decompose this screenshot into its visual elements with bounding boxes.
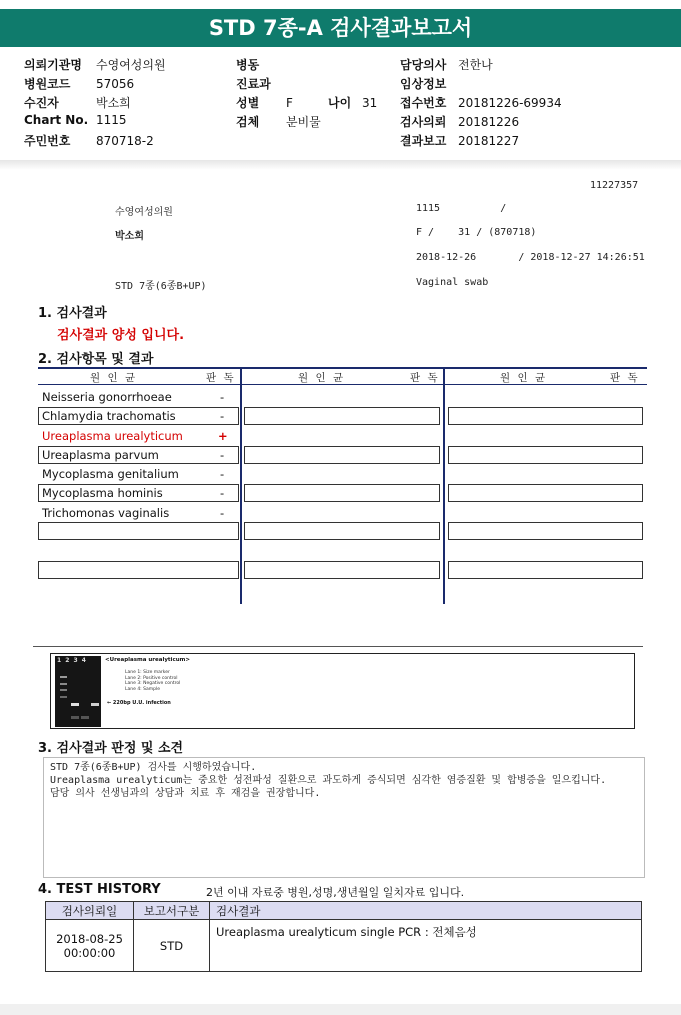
gel-band [71, 716, 79, 719]
pathogen-result: - [220, 390, 225, 404]
section-divider [33, 646, 643, 647]
gel-legend-line: Lane 2: Positive control [125, 675, 178, 681]
history-table [45, 901, 642, 972]
result-row-box [38, 561, 239, 579]
report-patient: 박소희 [115, 231, 144, 242]
report-specimen: Vaginal swab [416, 277, 489, 288]
result-row-box [244, 446, 440, 464]
pathogen-result: - [220, 409, 225, 423]
col-head-judge-2: 판 독 [410, 372, 440, 384]
section1-heading: 1. 검사결과 [38, 306, 107, 321]
gel-band [81, 716, 89, 719]
gel-band [60, 676, 67, 678]
history-date: 2018-08-25 [56, 931, 123, 946]
report-hospital: 수영여성의원 [115, 207, 173, 218]
value-age: 31 [362, 96, 378, 110]
gel-band [91, 703, 99, 706]
pathogen-result: - [220, 467, 225, 481]
result-row-box [244, 407, 440, 425]
table-col-divider-2 [443, 367, 445, 604]
pathogen-name: Mycoplasma genitalium [42, 467, 179, 481]
page-bottom-bar [0, 1004, 681, 1015]
col-head-judge-3: 판 독 [610, 372, 640, 384]
label-request-date: 검사의뢰 [400, 115, 447, 129]
gel-image [55, 656, 101, 727]
label-requester: 의뢰기관명 [24, 58, 82, 72]
result-row-box [244, 484, 440, 502]
gel-legend-line: Lane 3: Negative control [125, 681, 181, 686]
label-doctor: 담당의사 [400, 58, 447, 72]
value-patient: 박소희 [96, 96, 131, 110]
label-specimen: 검체 [236, 115, 260, 129]
label-department: 진료과 [236, 77, 271, 91]
label-hospital-code: 병원코드 [24, 77, 71, 91]
value-resident-no: 870718-2 [96, 134, 154, 148]
label-clinical-info: 임상정보 [400, 77, 447, 91]
value-hospital-code: 57056 [96, 77, 135, 91]
gel-band [60, 689, 67, 691]
section1-result: 검사결과 양성 입니다. [57, 328, 185, 343]
gel-band [60, 683, 67, 685]
label-chart-no: Chart No. [24, 113, 89, 127]
pathogen-result: - [220, 506, 225, 520]
value-sex: F [286, 96, 293, 110]
label-resident-no: 주민번호 [24, 134, 71, 148]
history-row [46, 920, 642, 972]
result-row-box [448, 561, 643, 579]
gel-legend [125, 670, 180, 692]
opinion-line: Ureaplasma urealyticum는 중요한 성전파성 질환으로 과도하게 증식되면 심각한 염증질환 및 합병증을 일으킵니다. [50, 775, 607, 786]
section3-heading: 3. 검사결과 판정 및 소견 [38, 741, 184, 756]
label-sex: 성별 [236, 96, 260, 110]
value-report-date: 20181227 [458, 134, 520, 148]
report-sex-age: F / 31 / (870718) [416, 227, 537, 238]
gel-lane-numbers: 1 2 3 4 [57, 657, 86, 664]
result-row-box [244, 522, 440, 540]
table-top-line [38, 367, 647, 369]
pathogen-result: - [220, 448, 225, 462]
value-specimen: 분비물 [286, 115, 321, 129]
gel-band [71, 703, 79, 706]
history-time: 00:00:00 [63, 945, 116, 960]
section4-heading: 4. TEST HISTORY [38, 882, 161, 897]
header-col-1 [24, 56, 224, 151]
pathogen-name: Mycoplasma hominis [42, 486, 163, 500]
col-head-pathogen-3: 원 인 균 [500, 372, 548, 384]
value-requester: 수영여성의원 [96, 58, 166, 72]
pathogen-name: Chlamydia trachomatis [42, 409, 176, 423]
history-table-wrap [45, 901, 642, 972]
label-report-date: 결과보고 [400, 134, 447, 148]
gel-image-frame [50, 653, 635, 729]
header-divider [0, 160, 681, 170]
value-doctor: 전한나 [458, 58, 493, 72]
history-note: 2년 이내 자료중 병원,성명,생년월일 일치자료 입니다. [206, 886, 465, 899]
pathogen-result: - [220, 486, 225, 500]
label-receipt-no: 접수번호 [400, 96, 447, 110]
report-test-name: STD 7종(6종B+UP) [115, 281, 207, 292]
opinion-box [43, 757, 645, 878]
result-row-box [448, 407, 643, 425]
gel-legend-line: Lane 1: Size marker [125, 670, 170, 675]
value-receipt-no: 20181226-69934 [458, 96, 562, 110]
history-result: Ureaplasma urealyticum single PCR : 전체음성 [210, 920, 642, 972]
result-row-box [38, 522, 239, 540]
pathogen-name: Neisseria gonorrhoeae [42, 390, 172, 404]
col-head-pathogen-1: 원 인 균 [90, 372, 138, 384]
history-type: STD [134, 920, 210, 972]
col-head-judge-1: 판 독 [206, 372, 236, 384]
section2-heading: 2. 검사항목 및 결과 [38, 352, 154, 367]
report-id: 11227357 [590, 180, 639, 191]
result-row-box [448, 484, 643, 502]
result-row-box [244, 561, 440, 579]
col-head-pathogen-2: 원 인 균 [298, 372, 346, 384]
value-request-date: 20181226 [458, 115, 520, 129]
table-col-divider-1 [240, 367, 242, 604]
report-chart: 1115 / [416, 203, 507, 214]
pathogen-name-positive: Ureaplasma urealyticum [42, 429, 183, 443]
history-col-date: 검사의뢰일 [46, 902, 134, 920]
header-col-3 [400, 56, 670, 151]
opinion-line: 담당 의사 선생님과의 상담과 치료 후 재검을 권장합니다. [50, 788, 321, 799]
header-col-2 [236, 56, 396, 132]
gel-band [60, 696, 67, 698]
history-col-type: 보고서구분 [134, 902, 210, 920]
history-date-cell [46, 920, 134, 972]
pathogen-result-positive: + [218, 429, 228, 443]
history-header-row [46, 902, 642, 920]
label-patient: 수진자 [24, 96, 59, 110]
gel-title: <Ureaplasma urealyticum> [105, 657, 190, 663]
gel-legend-line: Lane 4: Sample [125, 686, 160, 692]
value-chart-no: 1115 [96, 113, 127, 127]
report-title: STD 7종-A 검사결과보고서 [0, 9, 681, 47]
result-row-box [448, 446, 643, 464]
results-table [38, 367, 647, 607]
gel-band-label: ← 220bp U.U. infection [107, 700, 171, 706]
report-dates: 2018-12-26 / 2018-12-27 14:26:51 [416, 252, 645, 263]
pathogen-name: Ureaplasma parvum [42, 448, 159, 462]
opinion-line: STD 7종(6종B+UP) 검사를 시행하였습니다. [50, 762, 257, 773]
label-age: 나이 [328, 96, 352, 110]
pathogen-name: Trichomonas vaginalis [42, 506, 170, 520]
label-ward: 병동 [236, 58, 260, 72]
result-row-box [448, 522, 643, 540]
history-col-result: 검사결과 [210, 902, 642, 920]
